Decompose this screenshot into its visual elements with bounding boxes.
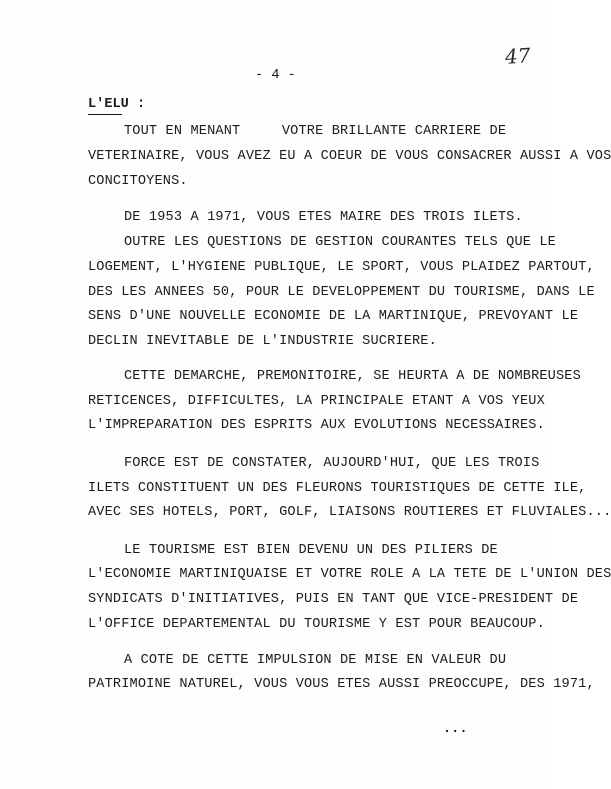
text-line-18: SYNDICATS D'INITIATIVES, PUIS EN TANT QUE VICE-PRESIDENT DE (88, 592, 579, 607)
text-line-3: CONCITOYENS. (88, 174, 188, 189)
text-line-10: CETTE DEMARCHE, PREMONITOIRE, SE HEURTA A DE NOMBREUSES (124, 369, 581, 384)
text-line-6: LOGEMENT, L'HYGIENE PUBLIQUE, LE SPORT, VOUS PLAIDEZ PARTOUT, (88, 260, 595, 275)
text-line-13: FORCE EST DE CONSTATER, AUJOURD'HUI, QUE LES TROIS (124, 456, 540, 471)
text-line-2: VETERINAIRE, VOUS AVEZ EU A COEUR DE VOUS CONSACRER AUSSI A VOS (88, 149, 611, 164)
text-line-12: L'IMPREPARATION DES ESPRITS AUX EVOLUTIONS NECESSAIRES. (88, 418, 545, 433)
text-line-11: RETICENCES, DIFFICULTES, LA PRINCIPALE ETANT A VOS YEUX (88, 394, 545, 409)
continuation-ellipsis: ... (443, 722, 468, 737)
heading-underline (88, 114, 122, 115)
text-line-15: AVEC SES HOTELS, PORT, GOLF, LIAISONS ROUTIERES ET FLUVIALES... (88, 505, 611, 520)
text-line-1: TOUT EN MENANT VOTRE BRILLANTE CARRIERE DE (124, 124, 507, 139)
section-heading: L'ELU : (88, 97, 146, 112)
handwritten-page-number: 47 (504, 43, 532, 69)
text-line-7: DES LES ANNEES 50, POUR LE DEVELOPPEMENT DU TOURISME, DANS LE (88, 285, 595, 300)
text-line-16: LE TOURISME EST BIEN DEVENU UN DES PILIERS DE (124, 543, 498, 558)
text-line-17: L'ECONOMIE MARTINIQUAISE ET VOTRE ROLE A LA TETE DE L'UNION DES (88, 567, 611, 582)
text-line-20: A COTE DE CETTE IMPULSION DE MISE EN VALEUR DU (124, 653, 507, 668)
text-line-19: L'OFFICE DEPARTEMENTAL DU TOURISME Y EST POUR BEAUCOUP. (88, 617, 545, 632)
text-line-4: DE 1953 A 1971, VOUS ETES MAIRE DES TROIS ILETS. (124, 210, 523, 225)
page-number: - 4 - (255, 68, 296, 83)
text-line-14: ILETS CONSTITUENT UN DES FLEURONS TOURISTIQUES DE CETTE ILE, (88, 481, 587, 496)
text-line-21: PATRIMOINE NATUREL, VOUS VOUS ETES AUSSI PREOCCUPE, DES 1971, (88, 677, 595, 692)
text-line-8: SENS D'UNE NOUVELLE ECONOMIE DE LA MARTINIQUE, PREVOYANT LE (88, 309, 579, 324)
text-line-5: OUTRE LES QUESTIONS DE GESTION COURANTES TELS QUE LE (124, 235, 556, 250)
text-line-9: DECLIN INEVITABLE DE L'INDUSTRIE SUCRIERE. (88, 334, 437, 349)
